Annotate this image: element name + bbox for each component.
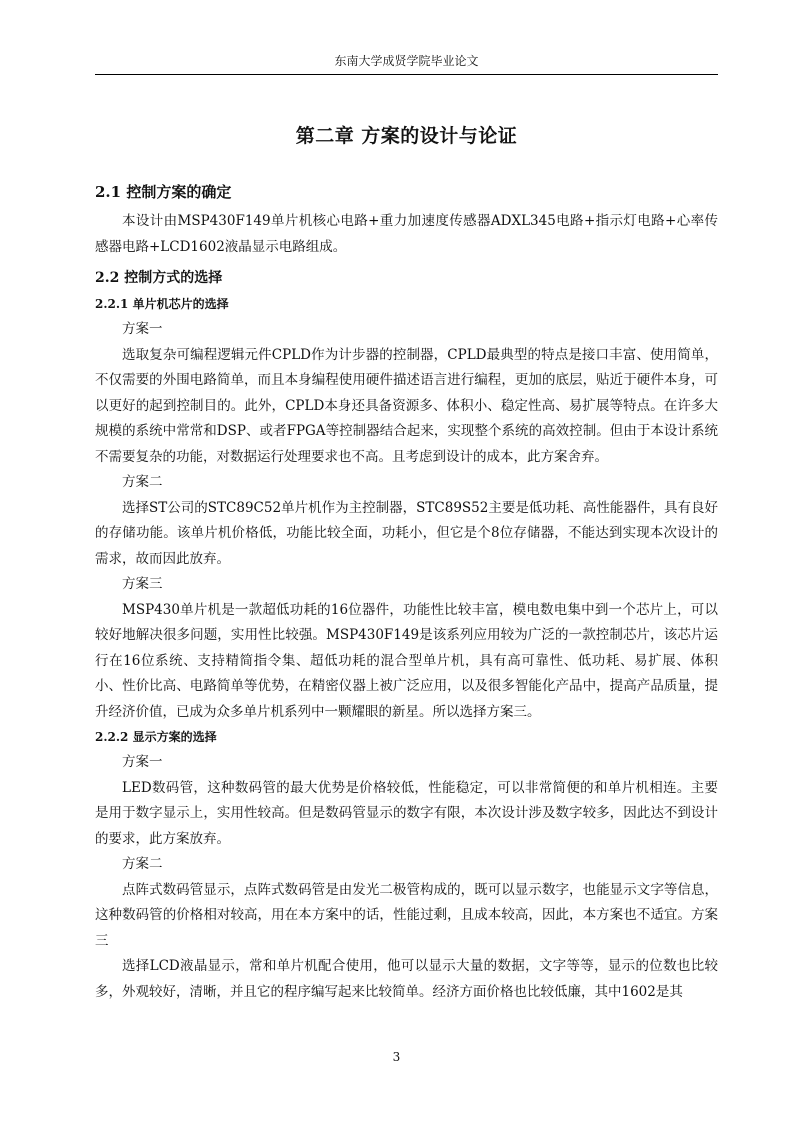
option-2-label: 方案二 bbox=[122, 474, 163, 490]
option-3-label: 方案三 bbox=[122, 576, 163, 592]
display-option-2-paragraph: 点阵式数码管显示，点阵式数码管是由发光二极管构成的，既可以显示数字，也能显示文字等信息，这种数码管的价格相对较高，用在本方案中的话，性能过剩，且成本较高，因此，本方案也不适宜。方案三 bbox=[95, 881, 718, 949]
page-body bbox=[95, 120, 718, 1005]
subsection-2-2-2-heading: 2.2.2 显示方案的选择 bbox=[95, 730, 217, 744]
chapter-title: 第二章 方案的设计与论证 bbox=[295, 125, 518, 147]
display-option-1-paragraph: LED数码管，这种数码管的最大优势是价格较低，性能稳定，可以非常简便的和单片机相连。主要是用于数字显示上，实用性较高。但是数码管显示的数字有限，本次设计涉及数字较多，因此达不到设计的要求，此方案放弃。 bbox=[95, 779, 718, 847]
page-number: 3 bbox=[392, 1050, 401, 1064]
display-option-3-paragraph: 选择LCD液晶显示，常和单片机配合使用，他可以显示大量的数据，文字等等，显示的位数也比较多，外观较好，清晰，并且它的程序编写起来比较简单。经济方面价格也比较低廉，其中1602是其 bbox=[95, 958, 718, 1000]
section-2-2-heading: 2.2 控制方式的选择 bbox=[95, 270, 223, 286]
option-1-paragraph: 选取复杂可编程逻辑元件CPLD作为计步器的控制器，CPLD最典型的特点是接口丰富、使用简单，不仅需要的外围电路简单，而且本身编程使用硬件描述语言进行编程，更加的底层，贴近于硬件本身，可以更好的起到控制目的。此外，CPLD本身还具备资源多、体积小、稳定性高、易扩展等特点。在许多大规模的系统中常常和DSP、或者FPGA等控制器结合起来，实现整个系统的高效控制。但由于本设计系统不需要复杂的功能，对数据运行处理要求也不高。且考虑到设计的成本，此方案舍弃。 bbox=[95, 346, 718, 465]
section-2-1-paragraph: 本设计由MSP430F149单片机核心电路+重力加速度传感器ADXL345电路+指示灯电路+心率传感器电路+LCD1602液晶显示电路组成。 bbox=[95, 213, 718, 255]
option-1-label: 方案一 bbox=[122, 321, 163, 337]
display-option-1-label: 方案一 bbox=[122, 754, 163, 770]
subsection-2-2-1-heading: 2.2.1 单片机芯片的选择 bbox=[95, 297, 229, 311]
section-2-1-heading: 2.1 控制方案的确定 bbox=[95, 183, 232, 201]
option-2-paragraph: 选择ST公司的STC89C52单片机作为主控制器，STC89S52主要是低功耗、高性能器件，具有良好的存储功能。该单片机价格低，功能比较全面，功耗小，但它是个8位存储器，不能达到实现本次设计的需求，故而因此放弃。 bbox=[95, 499, 718, 567]
option-3-paragraph: MSP430单片机是一款超低功耗的16位器件，功能性比较丰富，模电数电集中到一个芯片上，可以较好地解决很多问题，实用性比较强。MSP430F149是该系列应用较为广泛的一款控制芯片，该芯片运行在16位系统、支持精简指令集、超低功耗的混合型单片机，具有高可靠性、低功耗、易扩展、体积小、性价比高、电路简单等优势，在精密仪器上被广泛应用，以及很多智能化产品中，提高产品质量，提升经济价值，已成为众多单片机系列中一颗耀眼的新星。所以选择方案三。 bbox=[95, 601, 718, 720]
running-header: 东南大学成贤学院毕业论文 bbox=[95, 52, 718, 75]
display-option-2-label: 方案二 bbox=[122, 856, 163, 872]
